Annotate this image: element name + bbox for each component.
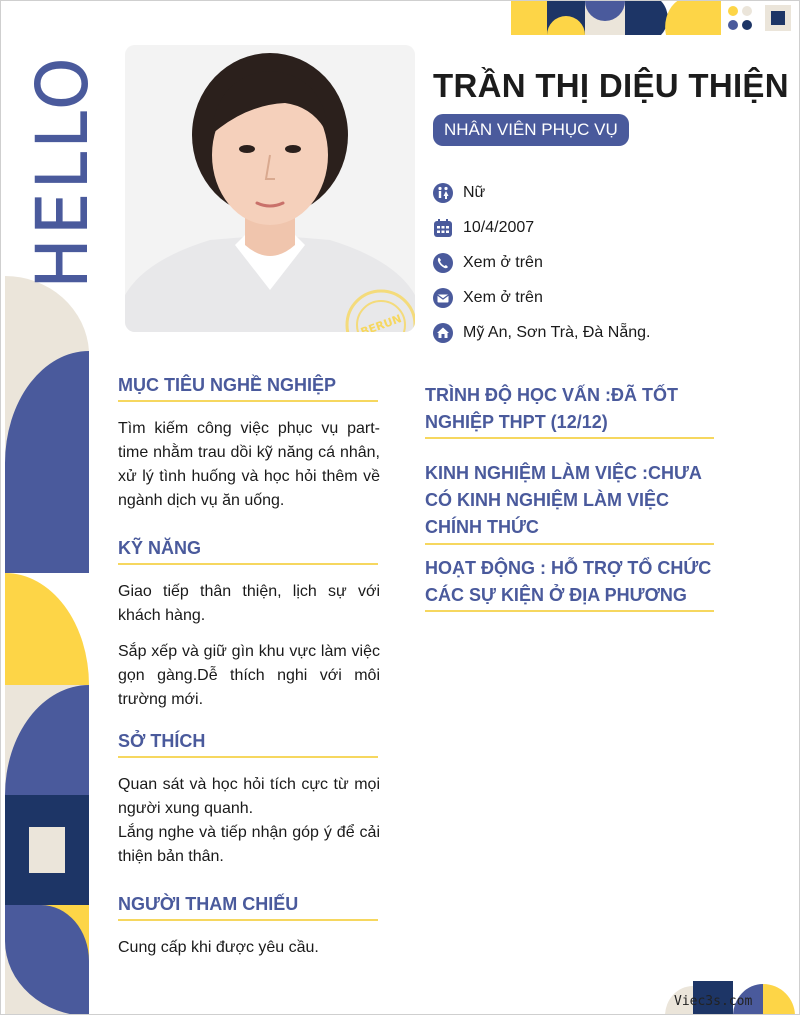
objective-title: MỤC TIÊU NGHỀ NGHIỆP: [118, 375, 337, 395]
watermark: Viec3s.com: [674, 994, 753, 1009]
hello-decor: [24, 41, 101, 301]
hobbies-list: [118, 773, 380, 869]
experience-title: KINH NGHIỆM LÀM VIỆC :CHƯA CÓ KINH NGHIỆM LÀM VIỆC CHÍNH THỨC: [425, 463, 702, 537]
candidate-name: TRẦN THỊ DIỆU THIỆN: [433, 67, 789, 104]
skills-rule: [118, 563, 378, 565]
contact-text: Xem ở trên: [463, 288, 543, 306]
home-icon: [433, 323, 453, 343]
top-decoration: [511, 1, 800, 35]
skills-title: KỸ NĂNG: [118, 538, 202, 558]
hello-text: HELLO: [24, 53, 101, 289]
objective-rule: [118, 400, 378, 402]
hobby-item: Quan sát và học hỏi tích cực từ mọi người xung quanh.: [118, 776, 380, 817]
stamp-icon: BERUN RECEIVED: [341, 285, 415, 332]
contact-birthday: [433, 210, 650, 245]
phone-icon: [433, 253, 453, 273]
stamp-text: BERUN: [358, 312, 404, 339]
contact-gender: [433, 175, 650, 210]
contact-text: Mỹ An, Sơn Trà, Đà Nẵng.: [463, 323, 651, 341]
contact-phone: [433, 245, 650, 280]
skills-list: [118, 580, 380, 712]
skill-item: Sắp xếp và giữ gìn khu vực làm việc gọn gàng.Dễ thích nghi với môi trường mới.: [118, 643, 380, 708]
objective-text: Tìm kiếm công việc phục vụ part-time nhằm trau dồi kỹ năng cá nhân, xử lý tình huống và học hỏi thêm về ngành dịch vụ ăn uống.: [118, 420, 380, 509]
contact-address: [433, 315, 650, 350]
email-icon: [433, 288, 453, 308]
references-text: Cung cấp khi được yêu cầu.: [118, 939, 319, 956]
contact-text: 10/4/2007: [463, 218, 535, 236]
contact-email: [433, 280, 650, 315]
gender-icon: [433, 183, 453, 203]
skill-item: Giao tiếp thân thiện, lịch sự với khách hàng.: [118, 583, 380, 624]
role-badge: NHÂN VIÊN PHỤC VỤ: [433, 114, 629, 146]
education-title: TRÌNH ĐỘ HỌC VẤN :ĐÃ TỐT NGHIỆP THPT (12/12): [425, 385, 678, 432]
hobby-item: Lắng nghe và tiếp nhận góp ý để cải thiện bản thân.: [118, 824, 380, 865]
calendar-icon: [433, 218, 453, 238]
profile-photo: [125, 45, 415, 351]
contact-list: [433, 175, 650, 350]
experience-rule: [425, 543, 714, 545]
activities-rule: [425, 610, 714, 612]
contact-text: Xem ở trên: [463, 253, 543, 271]
activities-title: HOẠT ĐỘNG : HỖ TRỢ TỔ CHỨC CÁC SỰ KIỆN Ở ĐỊA PHƯƠNG: [425, 558, 712, 605]
references-rule: [118, 919, 378, 921]
references-title: NGƯỜI THAM CHIẾU: [118, 894, 299, 914]
education-rule: [425, 437, 714, 439]
contact-text: Nữ: [463, 183, 486, 201]
hobbies-rule: [118, 756, 378, 758]
hobbies-title: SỞ THÍCH: [118, 731, 206, 751]
